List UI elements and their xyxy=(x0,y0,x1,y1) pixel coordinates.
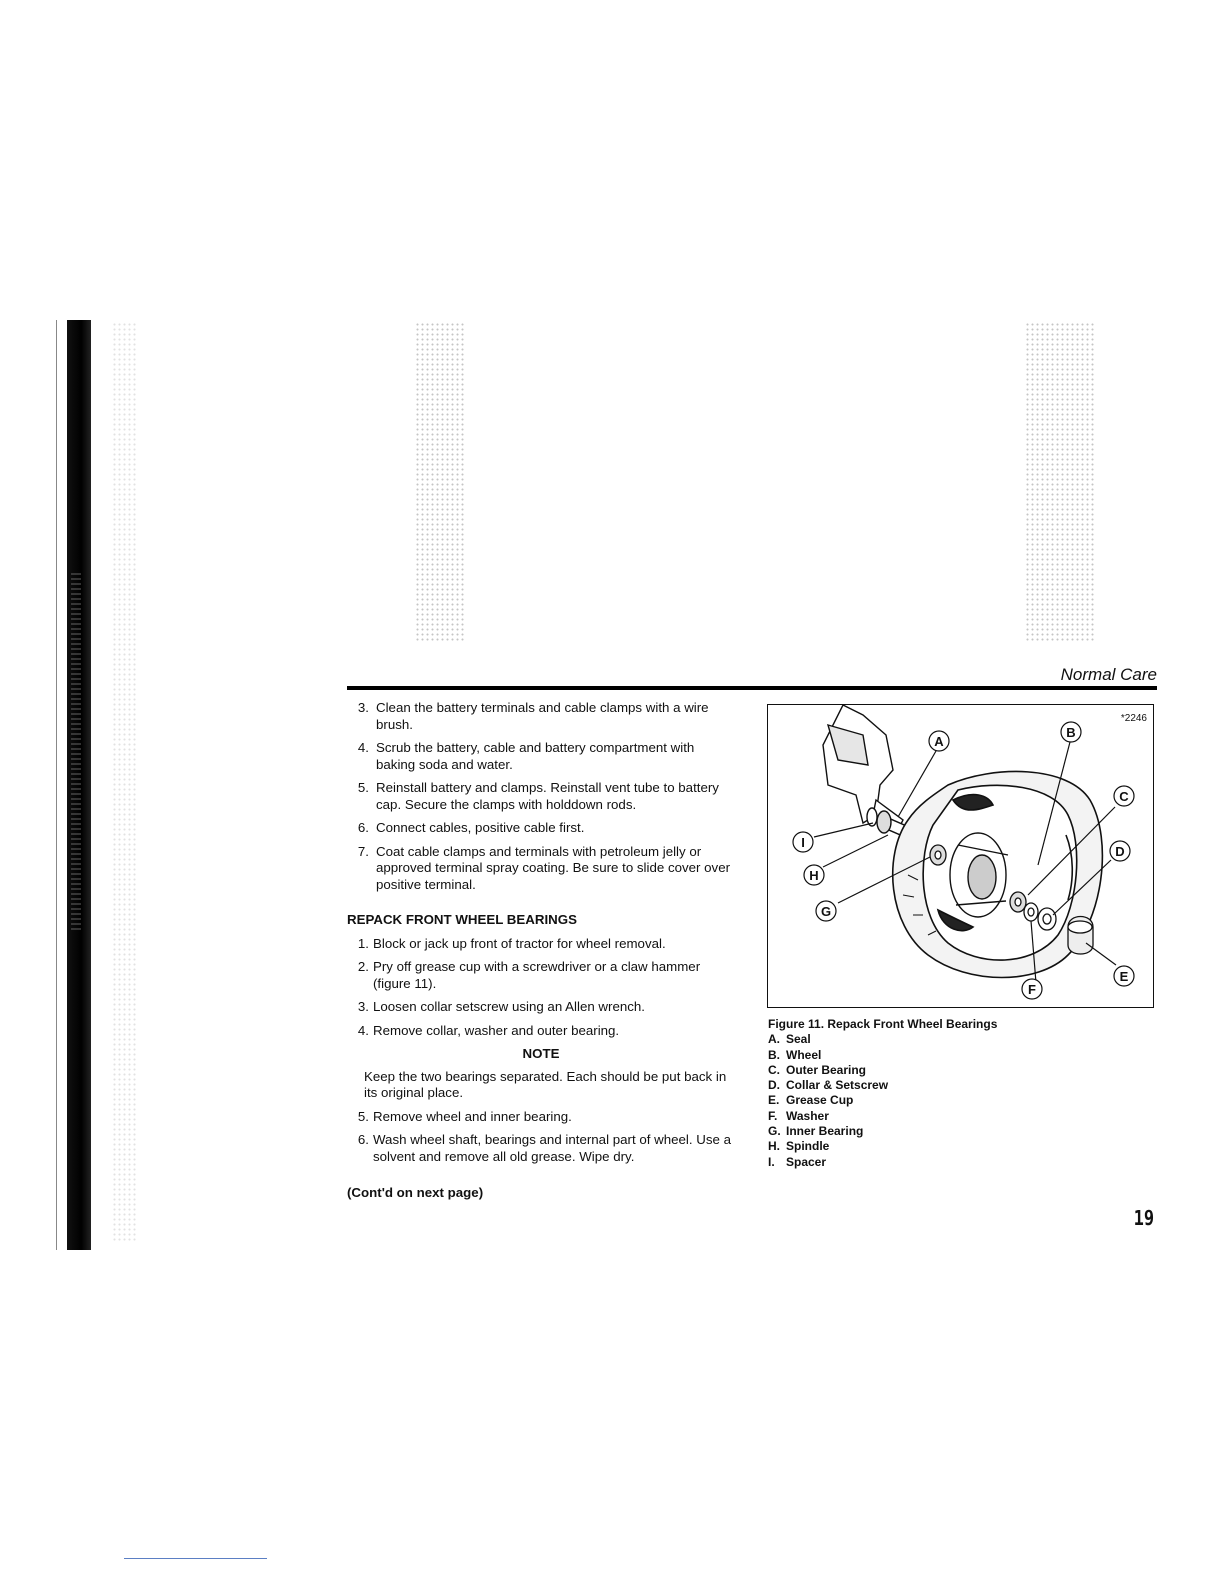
legend-item xyxy=(768,1093,997,1108)
spindle-bracket-drawing xyxy=(823,705,903,830)
callout-b: B xyxy=(1066,725,1076,740)
step-number: 6. xyxy=(357,820,369,835)
legend-letter: C. xyxy=(768,1062,780,1077)
callout-d: D xyxy=(1115,844,1125,859)
callout-g: G xyxy=(820,904,832,919)
step-number: 3. xyxy=(357,700,369,715)
legend-label: Collar & Setscrew xyxy=(786,1078,889,1093)
list-item xyxy=(347,1023,735,1040)
legend-letter: E. xyxy=(768,1093,780,1108)
list-item xyxy=(347,1132,735,1165)
continued-notice: (Cont'd on next page) xyxy=(347,1185,484,1200)
list-item xyxy=(347,740,735,773)
list-item xyxy=(347,1109,735,1126)
scan-edge-line xyxy=(56,320,57,1250)
battery-steps-list xyxy=(347,700,735,893)
legend-label: Washer xyxy=(786,1108,829,1123)
legend-letter: G. xyxy=(768,1124,781,1139)
step-number: 4. xyxy=(357,1022,369,1038)
figure-11-illustration xyxy=(767,704,1154,1008)
step-number: 7. xyxy=(357,843,369,859)
legend-label: Inner Bearing xyxy=(786,1124,864,1139)
list-item xyxy=(347,820,735,837)
step-text: Wash wheel shaft, bearings and internal part of wheel. Use a solvent and remove all old grease. Wipe dry. xyxy=(373,1132,731,1164)
callout-h: H xyxy=(809,868,819,883)
list-item xyxy=(347,844,735,894)
section-title: Normal Care xyxy=(1060,665,1157,684)
step-number: 1. xyxy=(357,935,369,951)
legend-letter: F. xyxy=(768,1108,778,1123)
legend-letter: A. xyxy=(768,1032,780,1047)
legend-label: Spacer xyxy=(786,1154,827,1169)
bearing-steps-list-continued xyxy=(347,1109,735,1166)
list-item xyxy=(347,700,735,733)
list-item xyxy=(347,999,735,1016)
legend-item xyxy=(768,1124,997,1139)
step-text: Loosen collar setscrew using an Allen wrench. xyxy=(373,999,645,1014)
step-number: 4. xyxy=(357,740,369,755)
step-number: 5. xyxy=(357,780,369,795)
figure-caption-title: Figure 11. Repack Front Wheel Bearings xyxy=(768,1017,998,1031)
step-number: 3. xyxy=(357,999,369,1014)
page-number: 19 xyxy=(1133,1206,1154,1230)
legend-item xyxy=(768,1063,997,1078)
legend-item xyxy=(768,1078,997,1093)
legend-item xyxy=(768,1048,997,1063)
figure-caption xyxy=(768,1017,997,1170)
legend-letter: D. xyxy=(768,1078,780,1093)
scan-speckle xyxy=(1025,322,1095,642)
step-text: Coat cable clamps and terminals with petroleum jelly or approved terminal spray coating. Be sure to slide cover over positive terminal. xyxy=(376,843,731,892)
step-number: 5. xyxy=(357,1108,369,1124)
callout-c: C xyxy=(1119,789,1129,804)
grease-cup-drawing xyxy=(1068,917,1093,955)
figure-number-tag: *2246 xyxy=(1120,713,1147,724)
instructions-column xyxy=(347,700,735,1202)
list-item xyxy=(347,959,735,992)
note-heading: NOTE xyxy=(522,1046,560,1061)
section-heading: REPACK FRONT WHEEL BEARINGS xyxy=(347,912,577,927)
inner-bearing-drawing xyxy=(930,845,946,865)
legend-letter: H. xyxy=(768,1139,780,1154)
list-item xyxy=(347,936,735,953)
list-item xyxy=(347,780,735,813)
footer-rule xyxy=(124,1558,267,1559)
washer-drawing xyxy=(1024,903,1038,921)
step-number: 2. xyxy=(357,959,369,974)
legend-label: Grease Cup xyxy=(786,1093,854,1108)
step-number: 6. xyxy=(357,1132,369,1147)
legend-letter: B. xyxy=(768,1047,780,1062)
callout-e: E xyxy=(1119,969,1129,984)
legend-label: Wheel xyxy=(786,1047,822,1062)
step-text: Scrub the battery, cable and battery compartment with baking soda and water. xyxy=(376,740,695,772)
legend-label: Outer Bearing xyxy=(786,1062,867,1077)
step-text: Pry off grease cup with a screwdriver or a claw hammer (figure 11). xyxy=(373,959,701,991)
header-rule xyxy=(347,686,1157,690)
scan-speckle xyxy=(112,322,136,1242)
note-text: Keep the two bearings separated. Each should be put back in its original place. xyxy=(364,1068,727,1100)
bearing-steps-list xyxy=(347,936,735,1040)
legend-label: Seal xyxy=(786,1032,811,1047)
callout-i: I xyxy=(801,835,805,850)
legend-item xyxy=(768,1109,997,1124)
step-text: Clean the battery terminals and cable clamps with a wire brush. xyxy=(376,700,709,732)
legend-item xyxy=(768,1032,997,1047)
outer-bearing-drawing xyxy=(1010,892,1026,912)
callout-a: A xyxy=(934,734,944,749)
figure-legend xyxy=(768,1032,997,1170)
step-text: Remove wheel and inner bearing. xyxy=(373,1108,572,1124)
scan-binding-shadow xyxy=(67,320,91,1250)
callout-f: F xyxy=(1028,982,1036,997)
legend-letter: I. xyxy=(768,1154,775,1169)
step-text: Remove collar, washer and outer bearing. xyxy=(373,1022,620,1038)
step-text: Block or jack up front of tractor for wheel removal. xyxy=(373,935,666,951)
legend-label: Spindle xyxy=(786,1139,830,1154)
legend-item xyxy=(768,1155,997,1170)
legend-item xyxy=(768,1139,997,1154)
wheel-exploded-diagram xyxy=(768,705,1153,1007)
collar-drawing xyxy=(1038,908,1056,930)
step-text: Connect cables, positive cable first. xyxy=(376,820,585,835)
step-text: Reinstall battery and clamps. Reinstall vent tube to battery cap. Secure the clamps with holddown rods. xyxy=(376,780,719,812)
scan-speckle xyxy=(415,322,465,642)
